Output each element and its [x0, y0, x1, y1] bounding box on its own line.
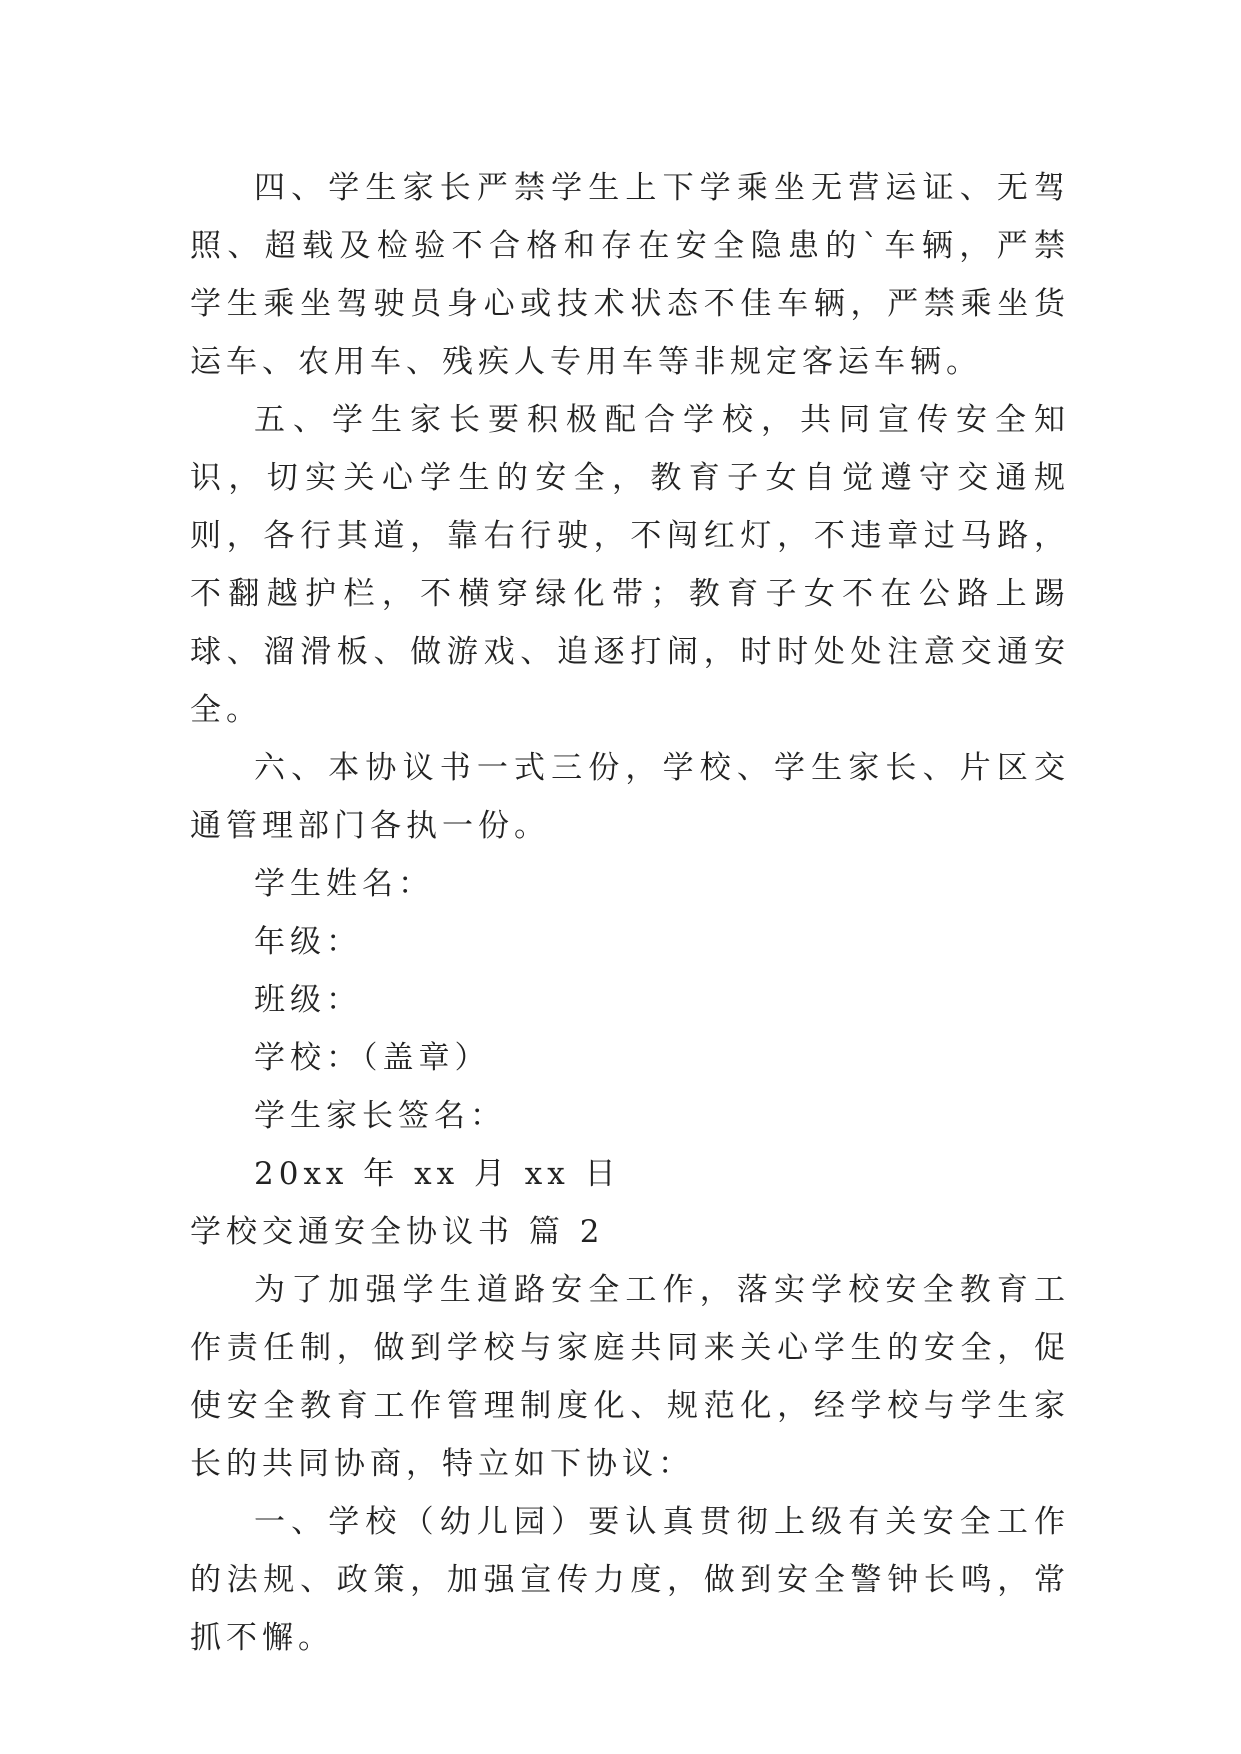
clause-six: 六、本协议书一式三份，学校、学生家长、片区交通管理部门各执一份。	[190, 750, 1070, 844]
date-field: 20xx 年 xx 月 xx 日	[254, 1156, 621, 1192]
class-field: 班级：	[254, 982, 362, 1018]
parent-signature-field: 学生家长签名：	[254, 1098, 506, 1134]
clause-five: 五、学生家长要积极配合学校，共同宣传安全知识，切实关心学生的安全，教育子女自觉遵守交通规则，各行其道，靠右行驶，不闯红灯，不违章过马路，不翻越护栏，不横穿绿化带；教育子女不在公路上踢球、溜滑板、做游戏、追逐打闹，时时处处注意交通安全。	[190, 402, 1070, 728]
student-name-field: 学生姓名：	[254, 866, 434, 902]
clause-one: 一、学校（幼儿园）要认真贯彻上级有关安全工作的法规、政策，加强宣传力度，做到安全警钟长鸣，常抓不懈。	[190, 1504, 1070, 1656]
intro-paragraph: 为了加强学生道路安全工作，落实学校安全教育工作责任制，做到学校与家庭共同来关心学生的安全，促使安全教育工作管理制度化、规范化，经学校与学生家长的共同协商，特立如下协议：	[190, 1272, 1070, 1482]
clause-four: 四、学生家长严禁学生上下学乘坐无营运证、无驾照、超载及检验不合格和存在安全隐患的`车辆，严禁学生乘坐驾驶员身心或技术状态不佳车辆，严禁乘坐货运车、农用车、残疾人专用车等非规定客运车辆。	[190, 170, 1070, 380]
section-heading: 学校交通安全协议书 篇 2	[190, 1214, 605, 1250]
school-seal-field: 学校：（盖章）	[254, 1040, 491, 1076]
document-body	[190, 159, 1070, 1667]
grade-field: 年级：	[254, 924, 362, 960]
